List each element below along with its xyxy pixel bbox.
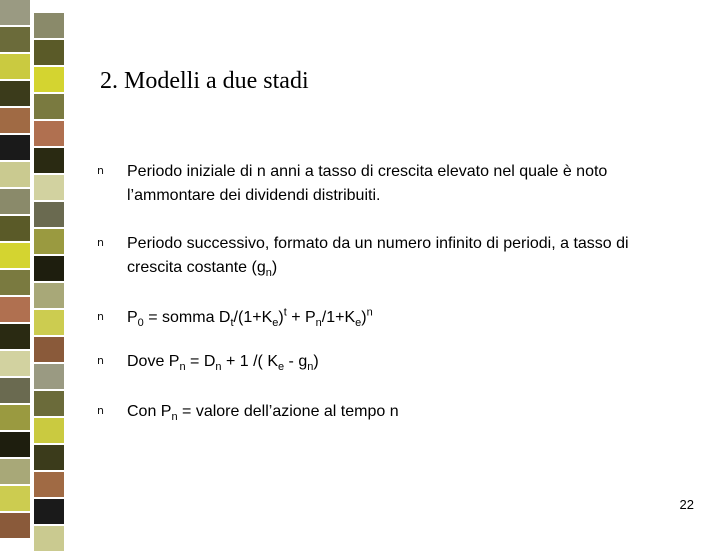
bullet-marker: n	[97, 164, 104, 177]
formula-text: $P_0$ = somma $D_t/(1+K_e)^t + P_n/1+K_e)^n$	[127, 306, 373, 330]
decorative-side-strip	[0, 0, 68, 540]
strip-square	[34, 202, 64, 227]
strip-square	[34, 13, 64, 38]
strip-square	[0, 351, 30, 376]
strip-square	[0, 297, 30, 322]
strip-square	[34, 499, 64, 524]
strip-square	[34, 256, 64, 281]
strip-square	[34, 364, 64, 389]
strip-square	[0, 432, 30, 457]
bullet-text: Con $P_n$ = valore dell’azione al tempo n	[127, 403, 399, 424]
bullet-marker: n	[97, 310, 104, 323]
strip-square	[34, 229, 64, 254]
strip-square	[0, 216, 30, 241]
strip-square	[34, 337, 64, 362]
strip-square	[34, 121, 64, 146]
strip-square	[34, 445, 64, 470]
bullet-marker: n	[97, 404, 104, 417]
strip-square	[0, 81, 30, 106]
strip-square	[0, 459, 30, 484]
strip-square	[0, 27, 30, 52]
strip-square	[0, 0, 30, 25]
strip-square	[0, 324, 30, 349]
strip-square	[34, 391, 64, 416]
strip-square	[34, 310, 64, 335]
strip-square	[34, 472, 64, 497]
strip-square	[0, 513, 30, 538]
bullet-marker: n	[97, 354, 104, 367]
page-number: 22	[679, 497, 694, 512]
strip-square	[34, 283, 64, 308]
strip-square	[0, 243, 30, 268]
strip-square	[34, 94, 64, 119]
strip-square	[34, 67, 64, 92]
strip-square	[34, 526, 64, 551]
strip-square	[0, 405, 30, 430]
strip-square	[0, 54, 30, 79]
slide-title: 2. Modelli a due stadi	[100, 68, 309, 94]
strip-square	[0, 135, 30, 160]
formula-text: Dove $P_n = D_n + 1$ /( $K_e - g_n$)	[127, 353, 319, 374]
strip-square	[34, 175, 64, 200]
strip-square	[0, 486, 30, 511]
strip-square	[34, 40, 64, 65]
strip-square	[0, 189, 30, 214]
bullet-marker: n	[97, 236, 104, 249]
strip-square	[34, 418, 64, 443]
bullet-text: Periodo successivo, formato da un numero infinito di periodi, a tasso di crescita costante $(g_n)$	[127, 235, 629, 280]
strip-square	[0, 378, 30, 403]
strip-square	[0, 270, 30, 295]
strip-square	[0, 108, 30, 133]
bullet-text: Periodo iniziale di n anni a tasso di crescita elevato nel quale è noto l’ammontare dei dividendi distribuiti.	[127, 163, 608, 204]
strip-square	[0, 162, 30, 187]
strip-square	[34, 148, 64, 173]
